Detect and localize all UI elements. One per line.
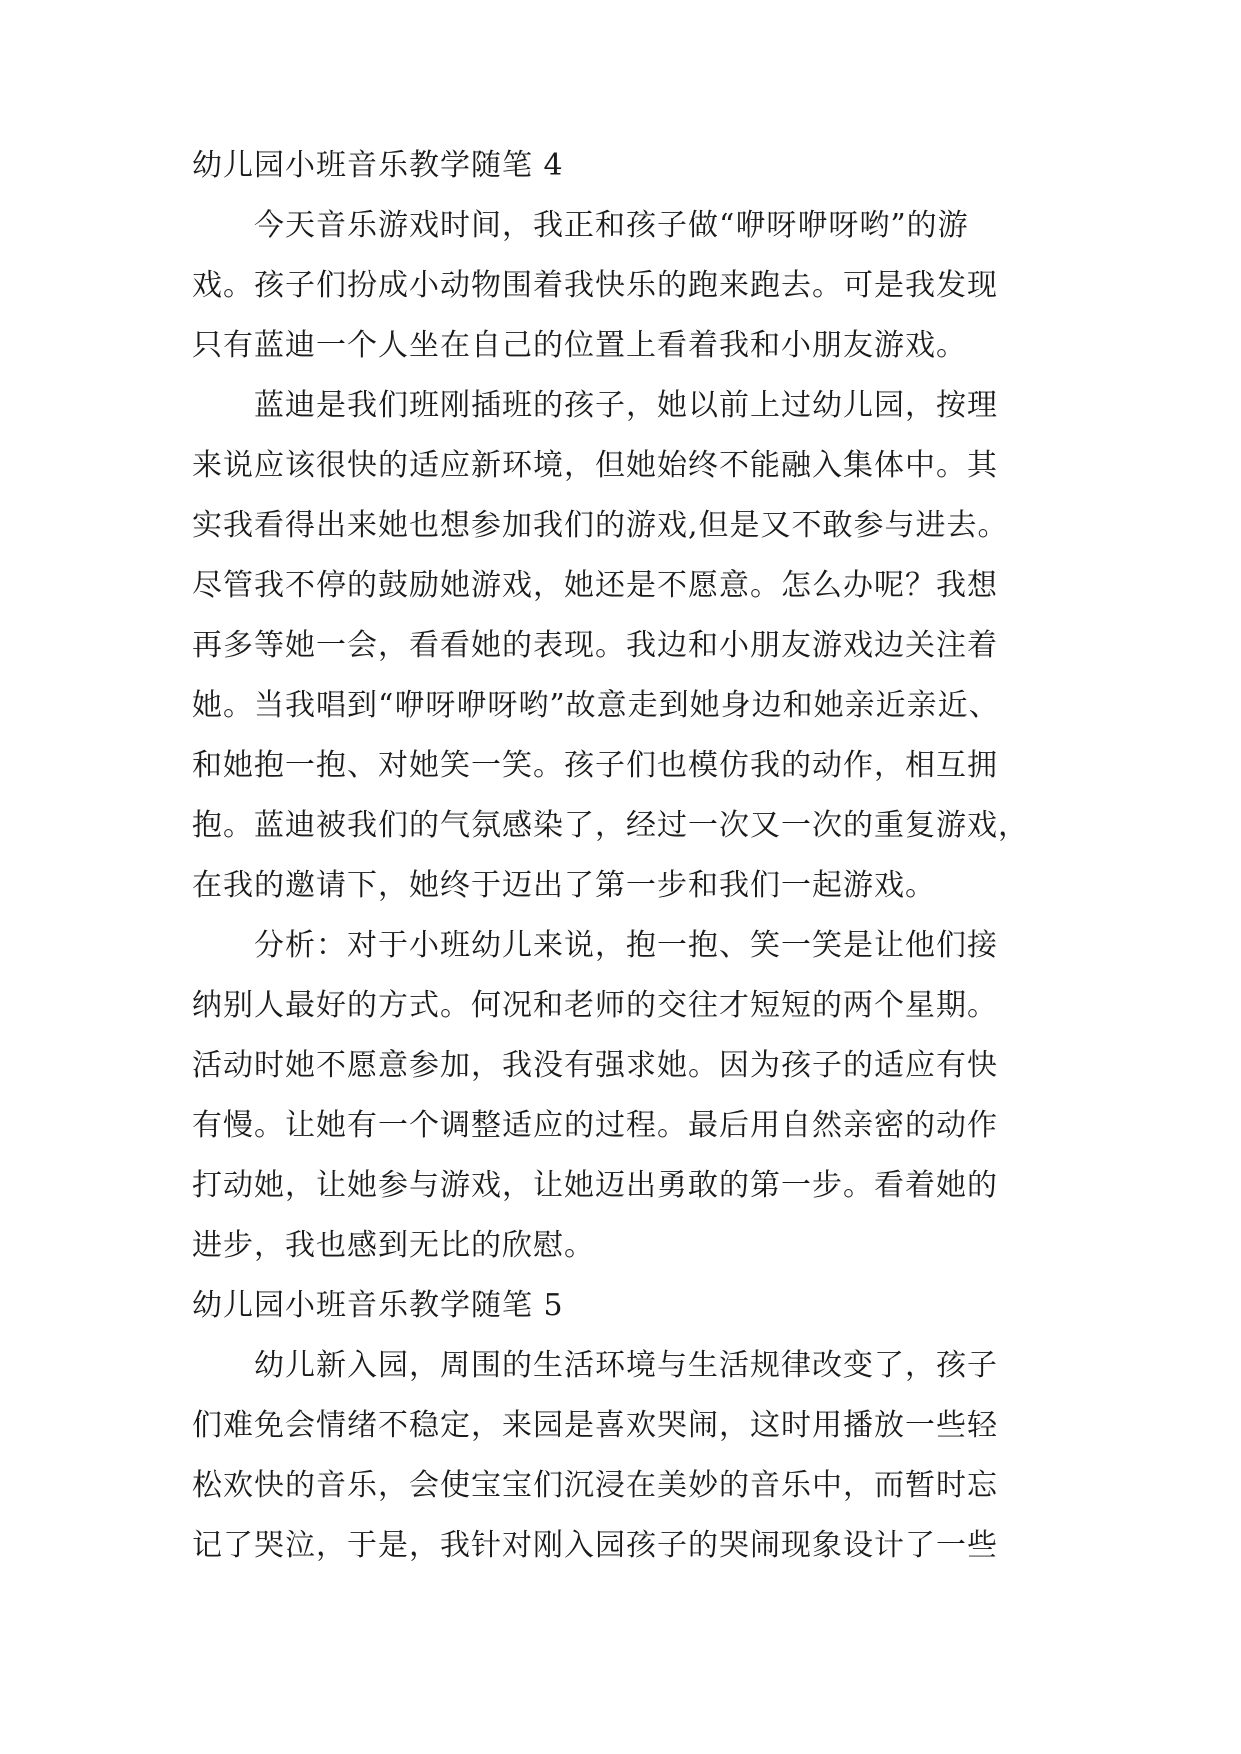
paragraph-line: 活动时她不愿意参加，我没有强求她。因为孩子的适应有快 bbox=[192, 1048, 998, 1083]
section-4-paragraph-1 bbox=[192, 196, 1072, 376]
paragraph-line: 再多等她一会，看看她的表现。我边和小朋友游戏边关注着 bbox=[192, 628, 998, 663]
paragraph-line: 实我看得出来她也想参加我们的游戏,但是又不敢参与进去。 bbox=[192, 508, 1009, 543]
paragraph-line: 戏。孩子们扮成小动物围着我快乐的跑来跑去。可是我发现 bbox=[192, 268, 998, 303]
paragraph-line: 进步，我也感到无比的欣慰。 bbox=[192, 1228, 595, 1263]
paragraph-line: 松欢快的音乐，会使宝宝们沉浸在美妙的音乐中，而暂时忘 bbox=[192, 1468, 998, 1503]
paragraph-line: 幼儿新入园，周围的生活环境与生活规律改变了，孩子 bbox=[254, 1348, 998, 1383]
section-4-paragraph-3 bbox=[192, 916, 1072, 1276]
document-body bbox=[192, 136, 1072, 1576]
paragraph-line: 蓝迪是我们班刚插班的孩子，她以前上过幼儿园，按理 bbox=[254, 388, 998, 423]
paragraph-line: 只有蓝迪一个人坐在自己的位置上看着我和小朋友游戏。 bbox=[192, 328, 967, 363]
paragraph-line: 纳别人最好的方式。何况和老师的交往才短短的两个星期。 bbox=[192, 988, 998, 1023]
paragraph-line: 今天音乐游戏时间，我正和孩子做“咿呀咿呀哟”的游 bbox=[254, 208, 969, 243]
paragraph-line: 和她抱一抱、对她笑一笑。孩子们也模仿我的动作，相互拥 bbox=[192, 748, 998, 783]
section-4-heading: 幼儿园小班音乐教学随笔 4 bbox=[192, 148, 564, 183]
paragraph-line: 来说应该很快的适应新环境，但她始终不能融入集体中。其 bbox=[192, 448, 998, 483]
paragraph-line: 记了哭泣，于是，我针对刚入园孩子的哭闹现象设计了一些 bbox=[192, 1528, 998, 1563]
section-5-paragraph-1 bbox=[192, 1336, 1072, 1576]
paragraph-line: 抱。蓝迪被我们的气氛感染了，经过一次又一次的重复游戏， bbox=[192, 808, 1029, 843]
paragraph-line: 分析：对于小班幼儿来说，抱一抱、笑一笑是让他们接 bbox=[254, 928, 998, 963]
paragraph-line: 们难免会情绪不稳定，来园是喜欢哭闹，这时用播放一些轻 bbox=[192, 1408, 998, 1443]
paragraph-line: 有慢。让她有一个调整适应的过程。最后用自然亲密的动作 bbox=[192, 1108, 998, 1143]
paragraph-line: 在我的邀请下，她终于迈出了第一步和我们一起游戏。 bbox=[192, 868, 936, 903]
paragraph-line: 打动她，让她参与游戏，让她迈出勇敢的第一步。看着她的 bbox=[192, 1168, 998, 1203]
section-4-paragraph-2 bbox=[192, 376, 1072, 916]
section-5-heading: 幼儿园小班音乐教学随笔 5 bbox=[192, 1288, 564, 1323]
paragraph-line: 尽管我不停的鼓励她游戏，她还是不愿意。怎么办呢？我想 bbox=[192, 568, 998, 603]
paragraph-line: 她。当我唱到“咿呀咿呀哟”故意走到她身边和她亲近亲近、 bbox=[192, 688, 1000, 723]
